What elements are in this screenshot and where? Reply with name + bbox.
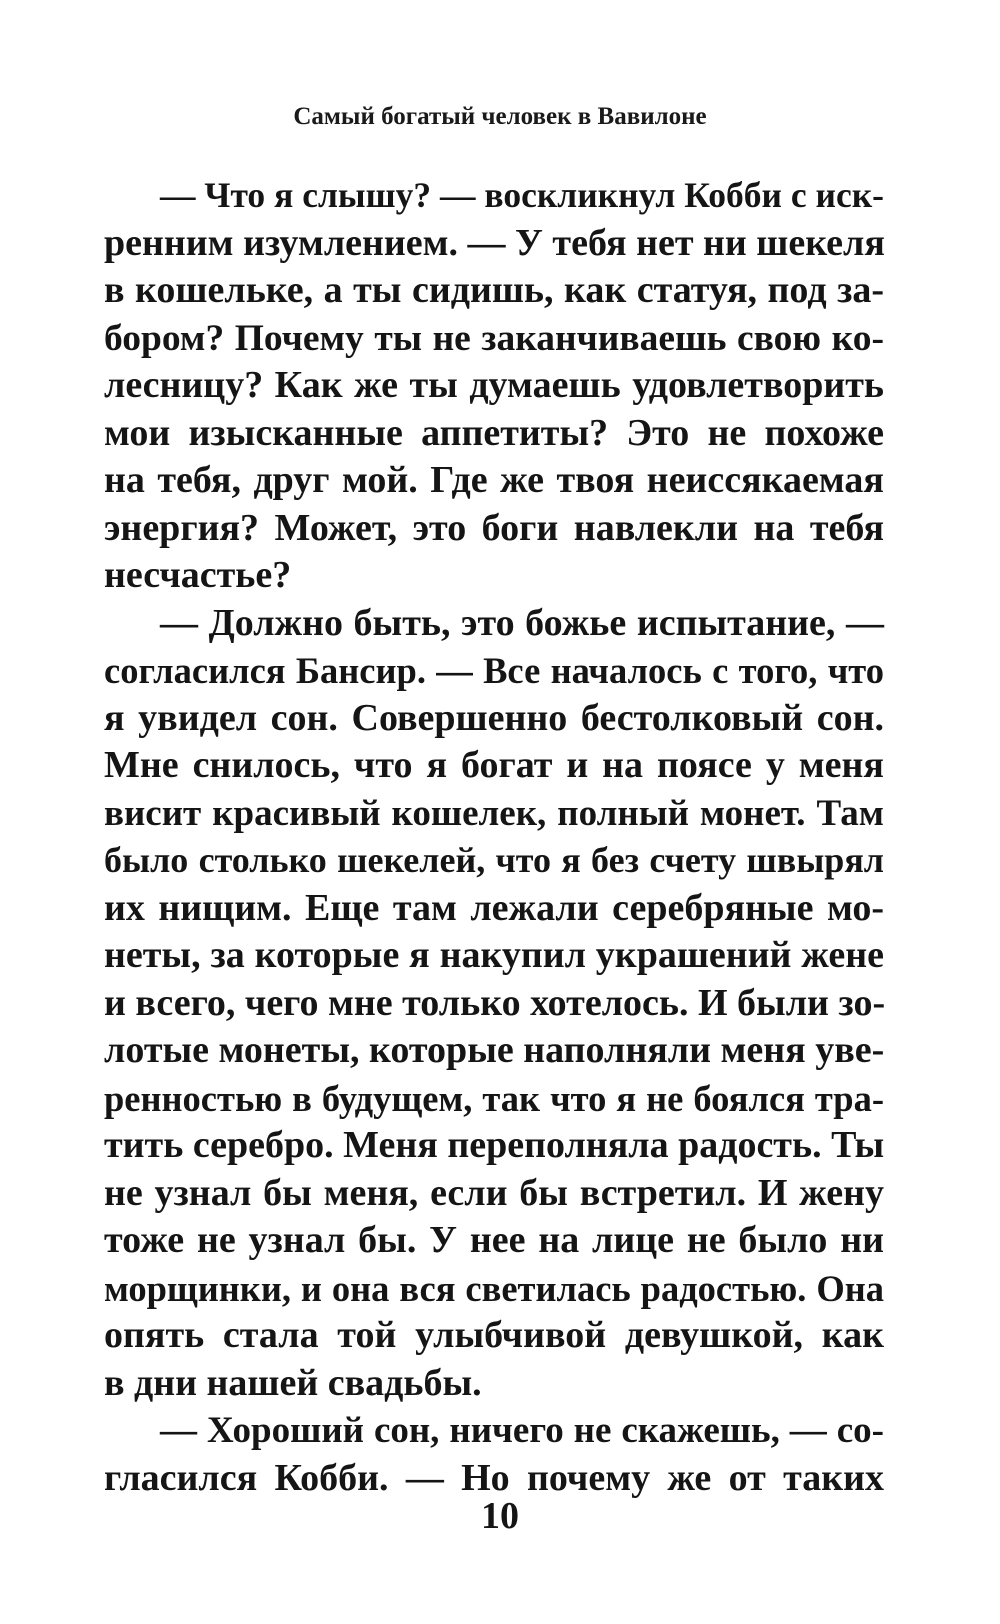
text-line: я увидел сон. Совершенно бестолковый сон. (104, 696, 884, 739)
text-line: энергия? Может, это боги навлекли на тебя (104, 506, 884, 549)
text-line: мои изысканные аппетиты? Это не похоже (104, 411, 884, 454)
text-line: было столько шекелей, что я без счету швырял (104, 840, 884, 880)
running-head: Самый богатый человек в Вавилоне (293, 103, 707, 130)
text-line: в кошельке, а ты сидишь, как статуя, под за- (104, 269, 884, 311)
page-number: 10 (481, 1495, 519, 1537)
text-line: тоже не узнал бы. У нее на лице не было ни (104, 1219, 884, 1261)
text-line: лотые монеты, которые наполняли меня уве- (104, 1029, 885, 1071)
text-line: опять стала той улыбчивой девушкой, как (104, 1314, 884, 1356)
text-line: гласился Кобби. — Но почему же от таких (104, 1456, 884, 1499)
text-line: и всего, чего мне только хотелось. И были зо- (104, 981, 886, 1024)
text-line: — Должно быть, это божье испытание, — (160, 601, 884, 644)
text-line: — Что я слышу? — воскликнул Кобби с иск- (160, 175, 884, 215)
text-line: согласился Бансир. — Все началось с того, что (104, 650, 884, 691)
text-line: — Хороший сон, ничего не скажешь, — со- (160, 1410, 884, 1451)
text-line: висит красивый кошелек, полный монет. Там (104, 792, 884, 834)
text-line: бором? Почему ты не заканчиваешь свою ко- (104, 317, 884, 359)
body-text (104, 172, 884, 1502)
text-line: на тебя, друг мой. Где же твоя неиссякаемая (104, 459, 884, 501)
text-line: Мне снилось, что я богат и на поясе у меня (104, 744, 884, 786)
text-line: тить серебро. Меня переполняла радость. Ты (104, 1124, 885, 1166)
text-line: несчастье? (104, 554, 292, 596)
text-line: их нищим. Еще там лежали серебряные мо- (104, 886, 884, 929)
text-line: морщинки, и она вся светилась радостью. Она (104, 1267, 884, 1309)
text-line: не узнал бы меня, если бы встретил. И жену (104, 1171, 884, 1214)
text-line: ренностью в будущем, так что я не боялся тра- (104, 1077, 884, 1119)
text-line: ренним изумлением. — У тебя нет ни шекеля (104, 221, 885, 264)
text-line: неты, за которые я накупил украшений жене (104, 934, 884, 976)
text-line: в дни нашей свадьбы. (104, 1361, 482, 1404)
text-line: лесницу? Как же ты думаешь удовлетворить (104, 364, 884, 406)
